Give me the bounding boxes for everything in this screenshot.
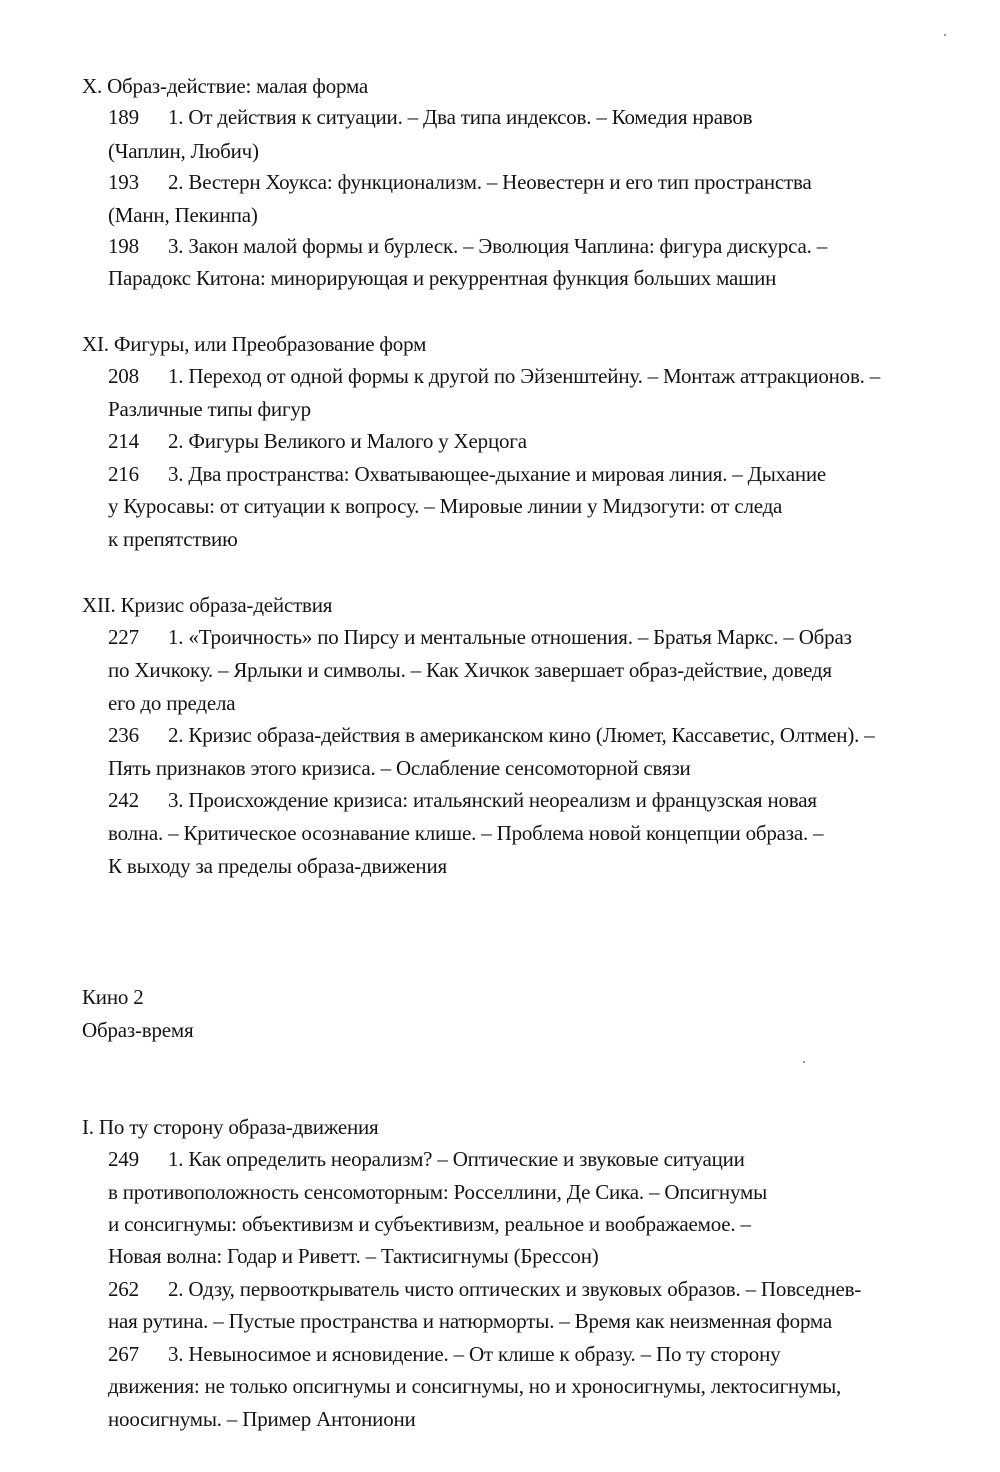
toc-entry-line xyxy=(108,232,827,260)
scan-speck xyxy=(944,34,946,36)
toc-entry-line xyxy=(108,623,852,651)
entry-text: 2. Фигуры Великого и Малого у Херцога xyxy=(168,429,527,453)
toc-entry-line: ноосигнумы. – Пример Антониони xyxy=(108,1407,416,1431)
page-number: 193 xyxy=(108,170,139,194)
toc-entry-line: к препятствию xyxy=(108,527,238,551)
toc-entry-line xyxy=(108,1340,780,1368)
entry-text: 2. Одзу, первооткрыватель чисто оптических и звуковых образов. – Повседнев- xyxy=(168,1277,862,1301)
entry-text: 3. Происхождение кризиса: итальянский неореализм и французская новая xyxy=(168,788,817,812)
book-title: Кино 2 xyxy=(82,985,144,1009)
entry-text: 1. Переход от одной формы к другой по Эйзенштейну. – Монтаж аттракционов. – xyxy=(168,364,881,388)
toc-entry-line: Новая волна: Годар и Риветт. – Тактисигнумы (Брессон) xyxy=(108,1244,599,1268)
scan-speck xyxy=(803,1061,805,1063)
toc-entry-line: волна. – Критическое осознавание клише. – Проблема новой концепции образа. – xyxy=(108,821,824,845)
entry-text: 2. Кризис образа-действия в американском кино (Люмет, Кассаветис, Олтмен). – xyxy=(168,723,875,747)
page-number: 242 xyxy=(108,788,139,812)
entry-text: 3. Закон малой формы и бурлеск. – Эволюция Чаплина: фигура дискурса. – xyxy=(168,234,827,258)
entry-text: 3. Два пространства: Охватывающее-дыхание и мировая линия. – Дыхание xyxy=(168,462,827,486)
toc-entry-line xyxy=(108,168,812,196)
toc-entry-line: его до предела xyxy=(108,691,236,715)
toc-entry-line: движения: не только опсигнумы и сонсигнумы, но и хроносигнумы, лектосигнумы, xyxy=(108,1374,842,1398)
toc-entry-line: Различные типы фигур xyxy=(108,397,311,421)
book-subtitle: Образ-время xyxy=(82,1018,194,1042)
page-number: 267 xyxy=(108,1342,139,1366)
toc-entry-line: в противоположность сенсомоторным: Росселлини, Де Сика. – Опсигнумы xyxy=(108,1180,767,1204)
page-number: 236 xyxy=(108,723,139,747)
page-number: 216 xyxy=(108,462,139,486)
entry-text: 1. Как определить неорализм? – Оптические и звуковые ситуации xyxy=(168,1147,745,1171)
entry-text: 3. Невыносимое и ясновидение. – От клише к образу. – По ту сторону xyxy=(168,1342,781,1366)
toc-entry-line: по Хичкоку. – Ярлыки и символы. – Как Хичкок завершает образ-действие, доведя xyxy=(108,658,832,682)
toc-entry-line xyxy=(108,721,875,749)
toc-entry-line xyxy=(108,460,826,488)
toc-entry-line xyxy=(108,1145,745,1173)
toc-entry-line: ная рутина. – Пустые пространства и натюрморты. – Время как неизменная форма xyxy=(108,1309,832,1333)
page-number: 214 xyxy=(108,429,139,453)
page-number: 189 xyxy=(108,105,139,129)
section-heading: X. Образ-действие: малая форма xyxy=(82,74,369,98)
toc-entry-line xyxy=(108,362,880,390)
toc-entry-line xyxy=(108,103,752,131)
page-number: 249 xyxy=(108,1147,139,1171)
entry-text: 1. От действия к ситуации. – Два типа индексов. – Комедия нравов xyxy=(168,105,753,129)
page-number: 198 xyxy=(108,234,139,258)
toc-entry-line: Пять признаков этого кризиса. – Ослабление сенсомоторной связи xyxy=(108,756,691,780)
section-heading: XI. Фигуры, или Преобразование форм xyxy=(82,332,427,356)
toc-entry-line xyxy=(108,1275,861,1303)
toc-entry-line: (Манн, Пекинпа) xyxy=(108,203,258,227)
toc-entry-line xyxy=(108,427,527,455)
entry-text: 1. «Троичность» по Пирсу и ментальные отношения. – Братья Маркс. – Образ xyxy=(168,625,852,649)
toc-entry-line: у Куросавы: от ситуации к вопросу. – Мировые линии у Мидзогути: от следа xyxy=(108,494,783,518)
toc-entry-line xyxy=(108,786,817,814)
page-number: 262 xyxy=(108,1277,139,1301)
toc-entry-line: Парадокс Китона: минорирующая и рекуррентная функция больших машин xyxy=(108,266,777,290)
toc-entry-line: (Чаплин, Любич) xyxy=(108,139,259,163)
toc-entry-line: К выходу за пределы образа-движения xyxy=(108,854,447,878)
page-number: 208 xyxy=(108,364,139,388)
toc-entry-line: и сонсигнумы: объективизм и субъективизм, реальное и воображаемое. – xyxy=(108,1212,751,1236)
page-number: 227 xyxy=(108,625,139,649)
section-heading: I. По ту сторону образа-движения xyxy=(82,1115,379,1139)
section-heading: XII. Кризис образа-действия xyxy=(82,593,333,617)
entry-text: 2. Вестерн Хоукса: функционализм. – Неовестерн и его тип пространства xyxy=(168,170,812,194)
